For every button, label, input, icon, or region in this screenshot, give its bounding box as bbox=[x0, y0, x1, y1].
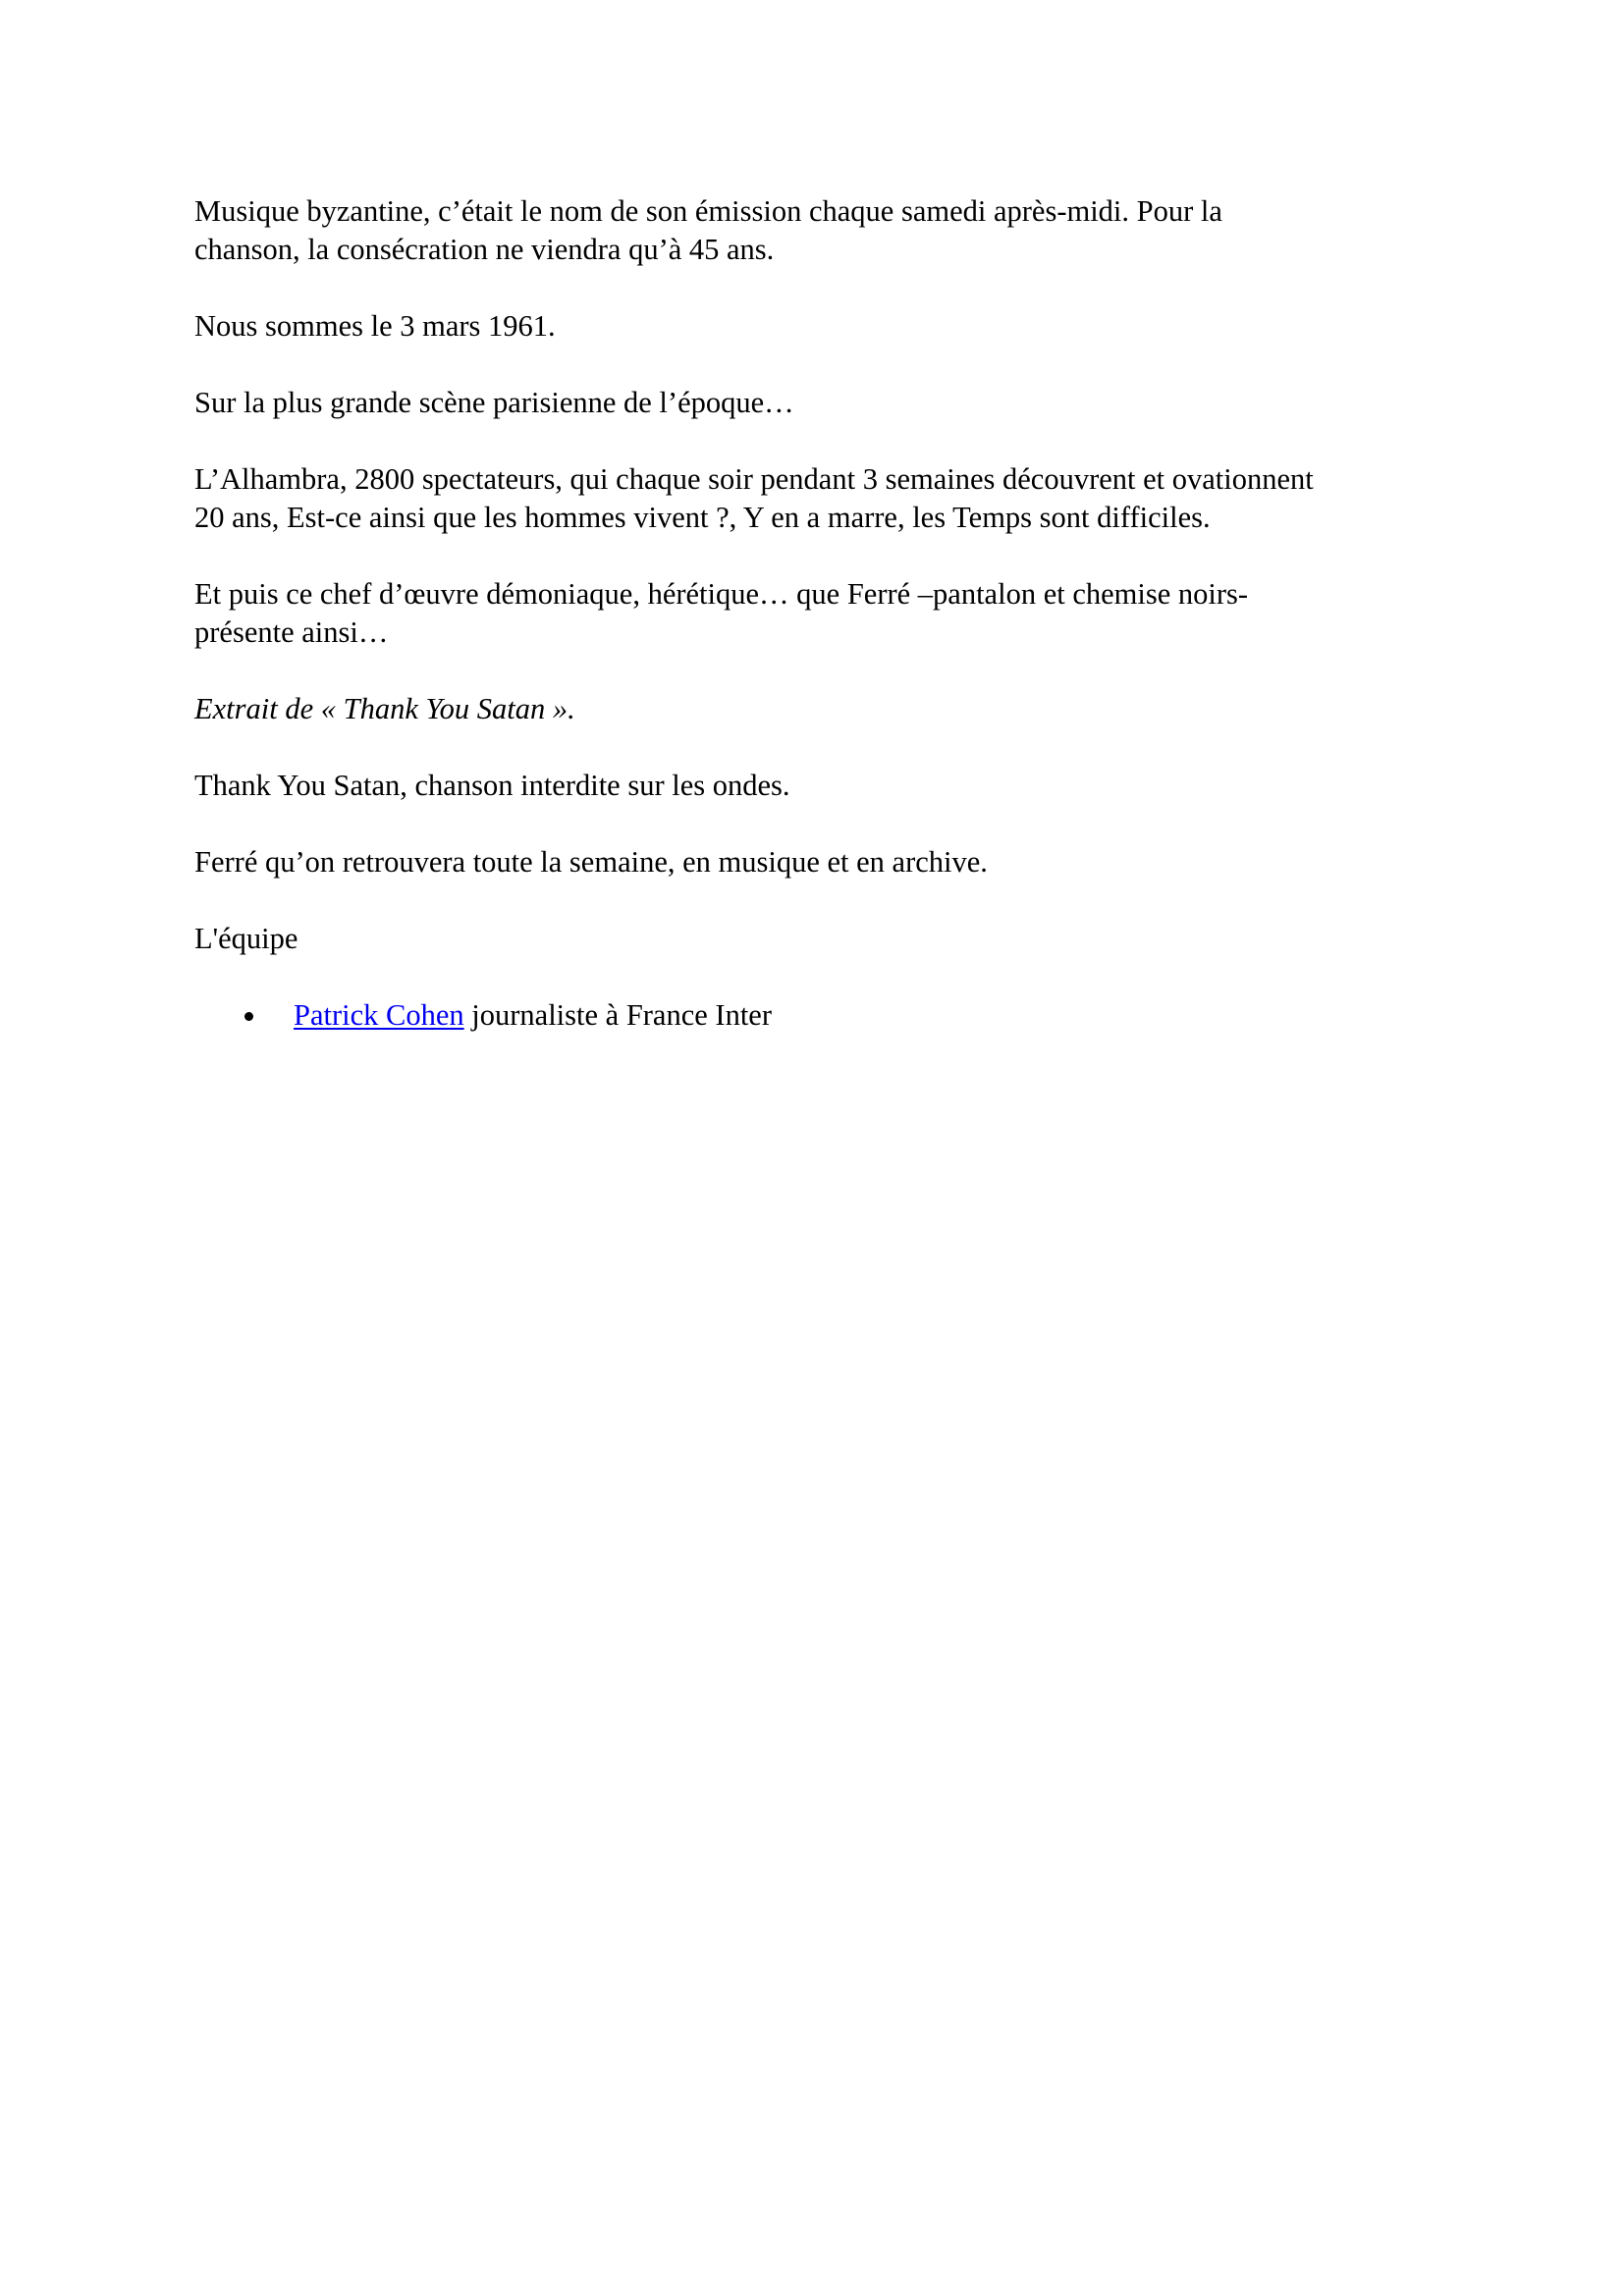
text-line: Ferré qu’on retrouvera toute la semaine, en musique et en archive. bbox=[194, 845, 988, 879]
team-heading bbox=[194, 920, 1441, 958]
text-line: Et puis ce chef d’œuvre démoniaque, hérétique… que Ferré –pantalon et chemise noirs- bbox=[194, 577, 1249, 611]
team-list bbox=[194, 996, 1441, 1035]
paragraph-alhambra bbox=[194, 460, 1441, 537]
text-line: Sur la plus grande scène parisienne de l’époque… bbox=[194, 386, 794, 419]
text-line: 20 ans, Est-ce ainsi que les hommes vivent ?, Y en a marre, les Temps sont difficiles. bbox=[194, 501, 1211, 534]
text-line: L’Alhambra, 2800 spectateurs, qui chaque soir pendant 3 semaines découvrent et ovationnent bbox=[194, 462, 1314, 496]
paragraph-excerpt bbox=[194, 690, 1441, 728]
text-line: Musique byzantine, c’était le nom de son émission chaque samedi après-midi. Pour la bbox=[194, 194, 1222, 228]
paragraph-stage bbox=[194, 384, 1441, 422]
paragraph-intro bbox=[194, 192, 1441, 269]
paragraph-banned bbox=[194, 767, 1441, 805]
bullet-icon bbox=[244, 1012, 253, 1021]
author-role: journaliste à France Inter bbox=[463, 998, 772, 1032]
text-line: Nous sommes le 3 mars 1961. bbox=[194, 309, 556, 343]
paragraph-masterpiece bbox=[194, 575, 1441, 652]
text-line: Thank You Satan, chanson interdite sur les ondes. bbox=[194, 769, 790, 802]
author-link[interactable]: Patrick Cohen bbox=[294, 998, 464, 1032]
paragraph-date bbox=[194, 307, 1441, 346]
text-line: Extrait de « Thank You Satan ». bbox=[194, 692, 575, 725]
document-body bbox=[194, 192, 1441, 1035]
text-line: présente ainsi… bbox=[194, 615, 389, 649]
text-line: chanson, la consécration ne viendra qu’à 45 ans. bbox=[194, 233, 775, 266]
paragraph-week bbox=[194, 843, 1441, 881]
text-line: L'équipe bbox=[194, 922, 298, 955]
team-member bbox=[194, 996, 1441, 1035]
